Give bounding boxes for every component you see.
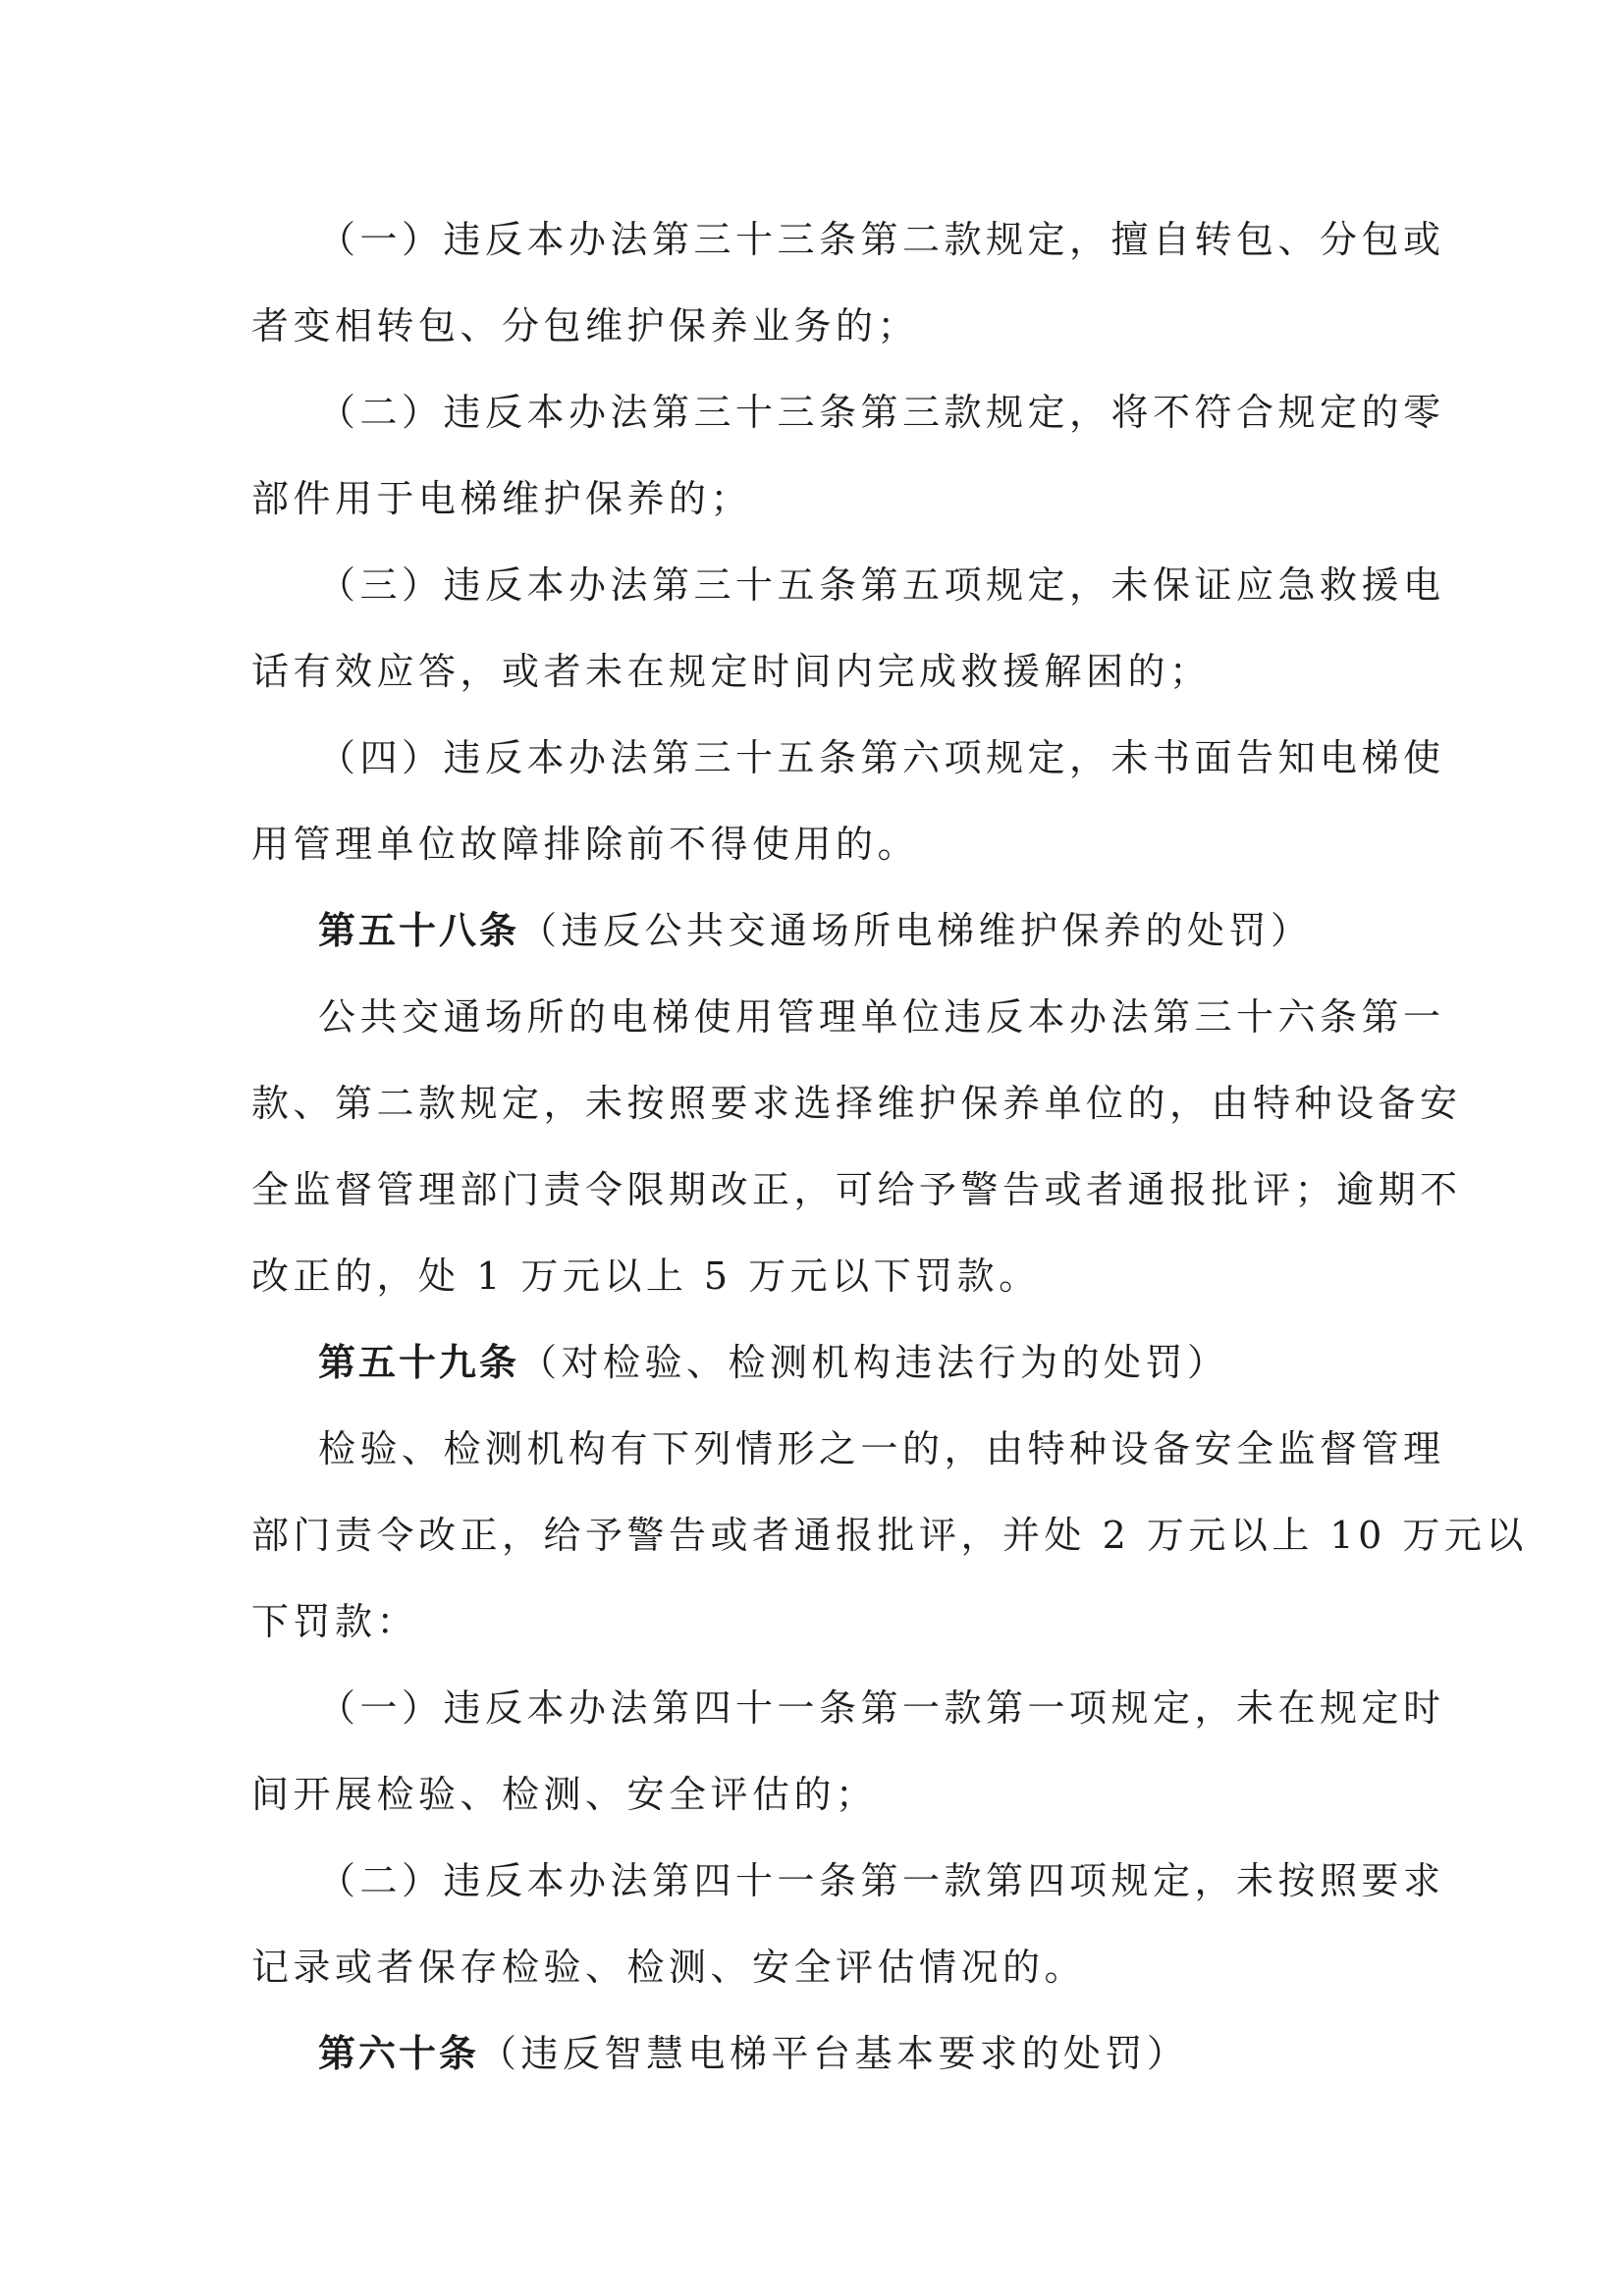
- article-title: （违反公共交通场所电梯维护保养的处罚）: [519, 909, 1313, 952]
- paragraph-line: 下罚款：: [251, 1600, 419, 1643]
- paragraph-line: 者变相转包、分包维护保养业务的；: [251, 304, 920, 347]
- article-heading: [251, 897, 1390, 984]
- paragraph-line: 部门责令改正，给予警告或者通报批评，并处 2 万元以上 10 万元以: [251, 1514, 1528, 1557]
- paragraph-line: （一）违反本办法第四十一条第一款第一项规定，未在规定时: [318, 1686, 1445, 1730]
- paragraph-line: 间开展检验、检测、安全评估的；: [251, 1773, 878, 1816]
- paragraph-line: （三）违反本办法第三十五条第五项规定，未保证应急救援电: [318, 563, 1445, 607]
- document-body: [251, 206, 1528, 2107]
- paragraph-line: 检验、检测机构有下列情形之一的，由特种设备安全监督管理: [318, 1427, 1445, 1470]
- paragraph-line: （一）违反本办法第三十三条第二款规定，擅自转包、分包或: [318, 218, 1445, 261]
- article-title: （违反智慧电梯平台基本要求的处罚）: [479, 2032, 1189, 2075]
- paragraph-line: 话有效应答，或者未在规定时间内完成救援解困的；: [251, 650, 1212, 693]
- paragraph-line: 部件用于电梯维护保养的；: [251, 477, 753, 520]
- article-number: 第五十八条: [318, 909, 520, 952]
- article-heading: [251, 2020, 1390, 2107]
- paragraph-line: （二）违反本办法第四十一条第一款第四项规定，未按照要求: [318, 1859, 1445, 1902]
- paragraph-line: 全监督管理部门责令限期改正，可给予警告或者通报批评；逾期不: [251, 1168, 1462, 1211]
- paragraph-line: 款、第二款规定，未按照要求选择维护保养单位的，由特种设备安: [251, 1082, 1462, 1125]
- article-heading: [251, 1329, 1390, 1415]
- paragraph-line: （四）违反本办法第三十五条第六项规定，未书面告知电梯使: [318, 736, 1445, 779]
- article-title: （对检验、检测机构违法行为的处罚）: [519, 1341, 1229, 1384]
- paragraph-line: 记录或者保存检验、检测、安全评估情况的。: [251, 1946, 1087, 1989]
- paragraph-line: 用管理单位故障排除前不得使用的。: [251, 823, 920, 866]
- paragraph-line: 公共交通场所的电梯使用管理单位违反本办法第三十六条第一: [318, 995, 1445, 1039]
- article-number: 第五十九条: [318, 1341, 520, 1384]
- paragraph-line: （二）违反本办法第三十三条第三款规定，将不符合规定的零: [318, 391, 1445, 434]
- paragraph-line: 改正的，处 1 万元以上 5 万元以下罚款。: [251, 1255, 1041, 1298]
- article-number: 第六十条: [318, 2032, 480, 2075]
